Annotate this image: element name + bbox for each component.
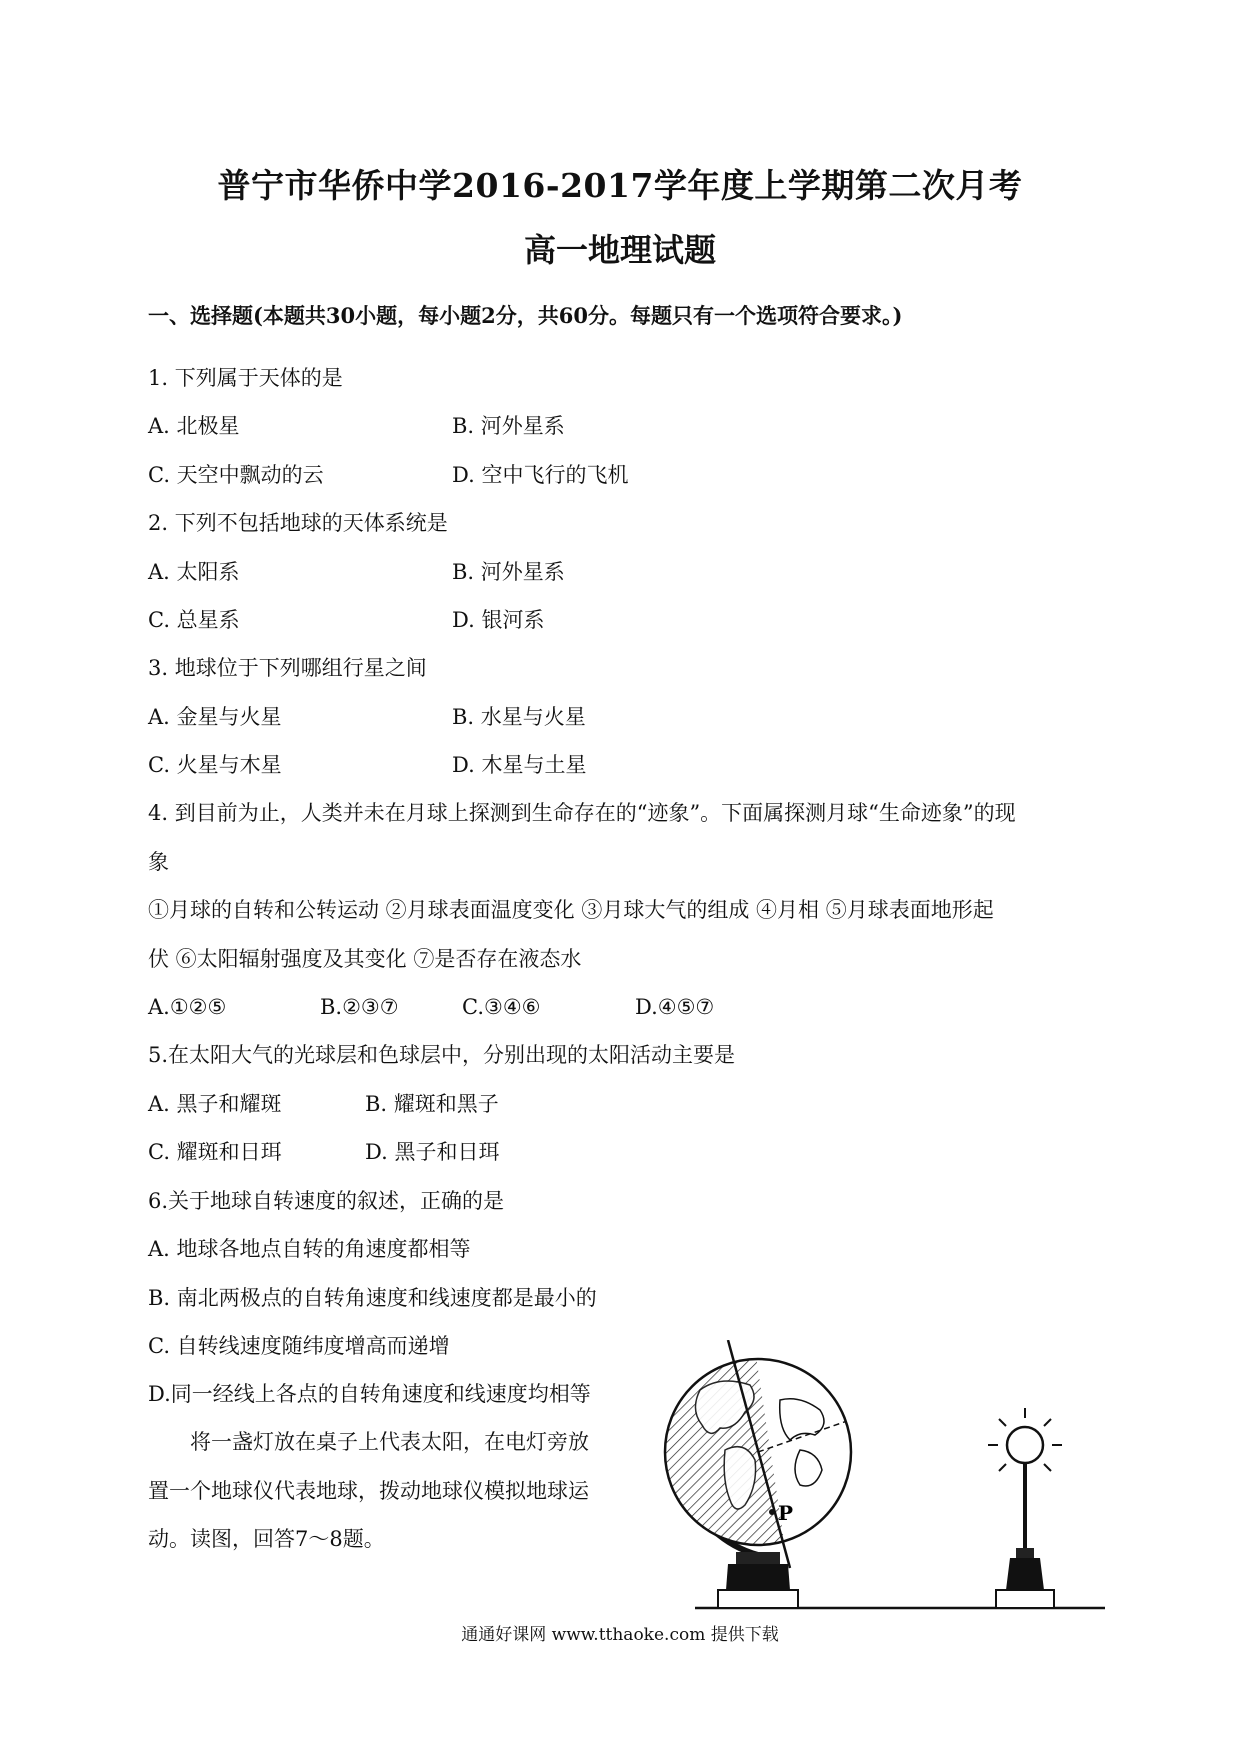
q3-option-b: B. 水星与火星 xyxy=(452,705,586,729)
q4-option-b: B.②③⑦ xyxy=(320,995,399,1019)
q5-option-c: C. 耀斑和日珥 xyxy=(148,1140,282,1164)
q4-items-line2: 伏 ⑥太阳辐射强度及其变化 ⑦是否存在液态水 xyxy=(148,947,582,971)
globe-lamp-figure xyxy=(640,1340,1110,1625)
q5-option-b: B. 耀斑和黑子 xyxy=(365,1092,499,1116)
q6-stem: 6.关于地球自转速度的叙述，正确的是 xyxy=(148,1189,505,1213)
exam-subtitle: 高一地理试题 xyxy=(523,231,716,269)
q3-stem: 3. 地球位于下列哪组行星之间 xyxy=(148,656,427,680)
passage-line1: 将一盏灯放在桌子上代表太阳，在电灯旁放 xyxy=(190,1430,589,1454)
passage-line2: 置一个地球仪代表地球，拨动地球仪模拟地球运 xyxy=(148,1479,589,1503)
q6-option-d: D.同一经线上各点的自转角速度和线速度均相等 xyxy=(148,1382,591,1406)
q2-option-d: D. 银河系 xyxy=(452,608,545,632)
q4-option-d: D.④⑤⑦ xyxy=(635,995,715,1019)
footer-credit: 通通好课网 www.tthaoke.com 提供下载 xyxy=(461,1625,779,1645)
q4-items-line1: ①月球的自转和公转运动 ②月球表面温度变化 ③月球大气的组成 ④月相 ⑤月球表面地形起 xyxy=(148,898,994,922)
q2-stem: 2. 下列不包括地球的天体系统是 xyxy=(148,511,448,535)
q1-option-a: A. 北极星 xyxy=(148,414,240,438)
q4-stem-line1: 4. 到目前为止，人类并未在月球上探测到生命存在的“迹象”。下面属探测月球“生命迹象”的现 xyxy=(148,801,1016,825)
q5-option-a: A. 黑子和耀斑 xyxy=(148,1092,282,1116)
q1-option-c: C. 天空中飘动的云 xyxy=(148,463,324,487)
q2-option-b: B. 河外星系 xyxy=(452,560,565,584)
q4-option-a: A.①②⑤ xyxy=(148,995,227,1019)
point-p-label: P xyxy=(778,1501,794,1525)
q3-option-d: D. 木星与土星 xyxy=(452,753,587,777)
q3-option-c: C. 火星与木星 xyxy=(148,753,282,777)
q5-option-d: D. 黑子和日珥 xyxy=(365,1140,500,1164)
q1-option-b: B. 河外星系 xyxy=(452,414,565,438)
q5-stem: 5.在太阳大气的光球层和色球层中，分别出现的太阳活动主要是 xyxy=(148,1043,736,1067)
q1-option-d: D. 空中飞行的飞机 xyxy=(452,463,629,487)
q6-option-c: C. 自转线速度随纬度增高而递增 xyxy=(148,1334,450,1358)
q6-option-b: B. 南北两极点的自转角速度和线速度都是最小的 xyxy=(148,1286,597,1310)
q2-option-a: A. 太阳系 xyxy=(148,560,240,584)
q1-stem: 1. 下列属于天体的是 xyxy=(148,366,343,390)
section-heading: 一、选择题(本题共30小题，每小题2分，共60分。每题只有一个选项符合要求。) xyxy=(148,303,903,328)
point-p-marker xyxy=(769,1509,775,1515)
q6-option-a: A. 地球各地点自转的角速度都相等 xyxy=(148,1237,471,1261)
q4-option-c: C.③④⑥ xyxy=(462,995,541,1019)
passage-line3: 动。读图，回答7～8题。 xyxy=(148,1527,385,1551)
exam-title: 普宁市华侨中学2016-2017学年度上学期第二次月考 xyxy=(217,166,1023,205)
q3-option-a: A. 金星与火星 xyxy=(148,705,282,729)
q2-option-c: C. 总星系 xyxy=(148,608,240,632)
q4-stem-line2: 象 xyxy=(148,850,169,874)
lamp-icon xyxy=(988,1408,1062,1608)
